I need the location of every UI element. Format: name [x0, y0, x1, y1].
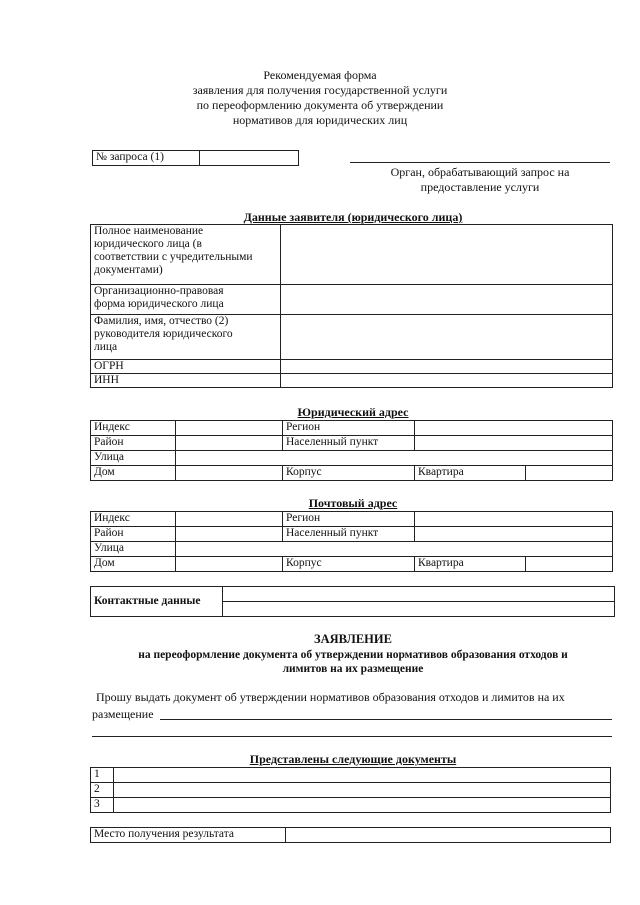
result-place-table [90, 827, 611, 843]
legal-region-field[interactable] [415, 421, 613, 436]
organ-caption-line: Орган, обрабатывающий запрос на [390, 165, 570, 179]
statement-fill-line-2[interactable] [92, 736, 612, 737]
form-header [0, 68, 640, 128]
legal-apartment-label: Квартира [415, 466, 526, 481]
contacts-field-1[interactable] [223, 587, 615, 602]
documents-table [90, 767, 611, 813]
postal-index-label: Индекс [91, 512, 176, 527]
table-row [91, 768, 611, 783]
legal-district-label: Район [91, 436, 176, 451]
legal-region-label: Регион [283, 421, 415, 436]
statement-text-line1: Прошу выдать документ об утверждении нормативов образования отходов и лимитов на их [96, 690, 565, 704]
label-line: документами) [94, 264, 163, 276]
applicant-section-title: Данные заявителя (юридического лица) [243, 210, 463, 224]
header-line: по переоформлению документа об утверждении [196, 98, 444, 112]
postal-district-label: Район [91, 527, 176, 542]
result-place-field[interactable] [286, 828, 611, 843]
postal-region-label: Регион [283, 512, 415, 527]
label-line: лица [94, 341, 118, 353]
legal-address-table [90, 420, 613, 481]
postal-district-field[interactable] [176, 527, 283, 542]
organ-line[interactable] [350, 162, 610, 163]
inn-label: ИНН [91, 374, 281, 388]
org-form-field[interactable] [281, 285, 613, 315]
document-number: 1 [91, 768, 114, 783]
contacts-label: Контактные данные [91, 587, 223, 617]
postal-settlement-field[interactable] [415, 527, 613, 542]
legal-index-label: Индекс [91, 421, 176, 436]
applicant-table [90, 224, 613, 388]
document-field[interactable] [114, 783, 611, 798]
full-name-label [91, 225, 281, 285]
org-form-label [91, 285, 281, 315]
header-line: нормативов для юридических лиц [232, 113, 408, 127]
label-line: форма юридического лица [94, 298, 224, 310]
label-line: Организационно-правовая [94, 285, 224, 297]
postal-street-label: Улица [91, 542, 176, 557]
postal-index-field[interactable] [176, 512, 283, 527]
head-name-label [91, 315, 281, 360]
contacts-field-2[interactable] [223, 602, 615, 617]
legal-settlement-field[interactable] [415, 436, 613, 451]
postal-address-table [90, 511, 613, 572]
label-line: юридического лица (в [94, 238, 202, 250]
postal-settlement-label: Населенный пункт [283, 527, 415, 542]
document-number: 2 [91, 783, 114, 798]
inn-field[interactable] [281, 374, 613, 388]
postal-apartment-label: Квартира [415, 557, 526, 572]
label-line: руководителя юридического [94, 328, 233, 340]
organ-caption [350, 165, 610, 195]
legal-apartment-field[interactable] [526, 466, 613, 481]
legal-house-field[interactable] [176, 466, 283, 481]
postal-building-label: Корпус [283, 557, 415, 572]
request-number-field[interactable] [200, 151, 299, 166]
document-field[interactable] [114, 768, 611, 783]
contacts-table [90, 586, 615, 617]
legal-street-label: Улица [91, 451, 176, 466]
postal-region-field[interactable] [415, 512, 613, 527]
legal-address-title: Юридический адрес [297, 405, 409, 419]
result-place-label: Место получения результата [91, 828, 286, 843]
statement-subtitle [90, 648, 616, 676]
request-number-table [92, 150, 299, 166]
legal-settlement-label: Населенный пункт [283, 436, 415, 451]
label-line: Фамилия, имя, отчество (2) [94, 315, 229, 327]
ogrn-field[interactable] [281, 360, 613, 374]
head-name-field[interactable] [281, 315, 613, 360]
statement-fill-line-1[interactable] [160, 719, 612, 720]
table-row [91, 783, 611, 798]
legal-building-label: Корпус [283, 466, 415, 481]
postal-house-field[interactable] [176, 557, 283, 572]
legal-index-field[interactable] [176, 421, 283, 436]
statement-subtitle-line: на переоформление документа об утверждении нормативов образования отходов и [138, 649, 568, 661]
ogrn-label: ОГРН [91, 360, 281, 374]
statement-title: ЗАЯВЛЕНИЕ [314, 632, 392, 646]
legal-street-field[interactable] [176, 451, 613, 466]
header-line: Рекомендуемая форма [263, 68, 377, 82]
request-number-label: № запроса (1) [93, 151, 200, 166]
postal-street-field[interactable] [176, 542, 613, 557]
document-number: 3 [91, 798, 114, 813]
legal-district-field[interactable] [176, 436, 283, 451]
label-line: Полное наименование [94, 225, 204, 237]
postal-apartment-field[interactable] [526, 557, 613, 572]
full-name-field[interactable] [281, 225, 613, 285]
statement-text-line2: размещение [92, 707, 154, 721]
postal-address-title: Почтовый адрес [308, 496, 398, 510]
label-line: соответствии с учредительными [94, 251, 253, 263]
organ-caption-line: предоставление услуги [420, 180, 540, 194]
documents-title: Представлены следующие документы [249, 752, 457, 766]
header-line: заявления для получения государственной услуги [192, 83, 448, 97]
legal-house-label: Дом [91, 466, 176, 481]
statement-subtitle-line: лимитов на их размещение [282, 663, 424, 675]
table-row [91, 798, 611, 813]
postal-house-label: Дом [91, 557, 176, 572]
document-field[interactable] [114, 798, 611, 813]
